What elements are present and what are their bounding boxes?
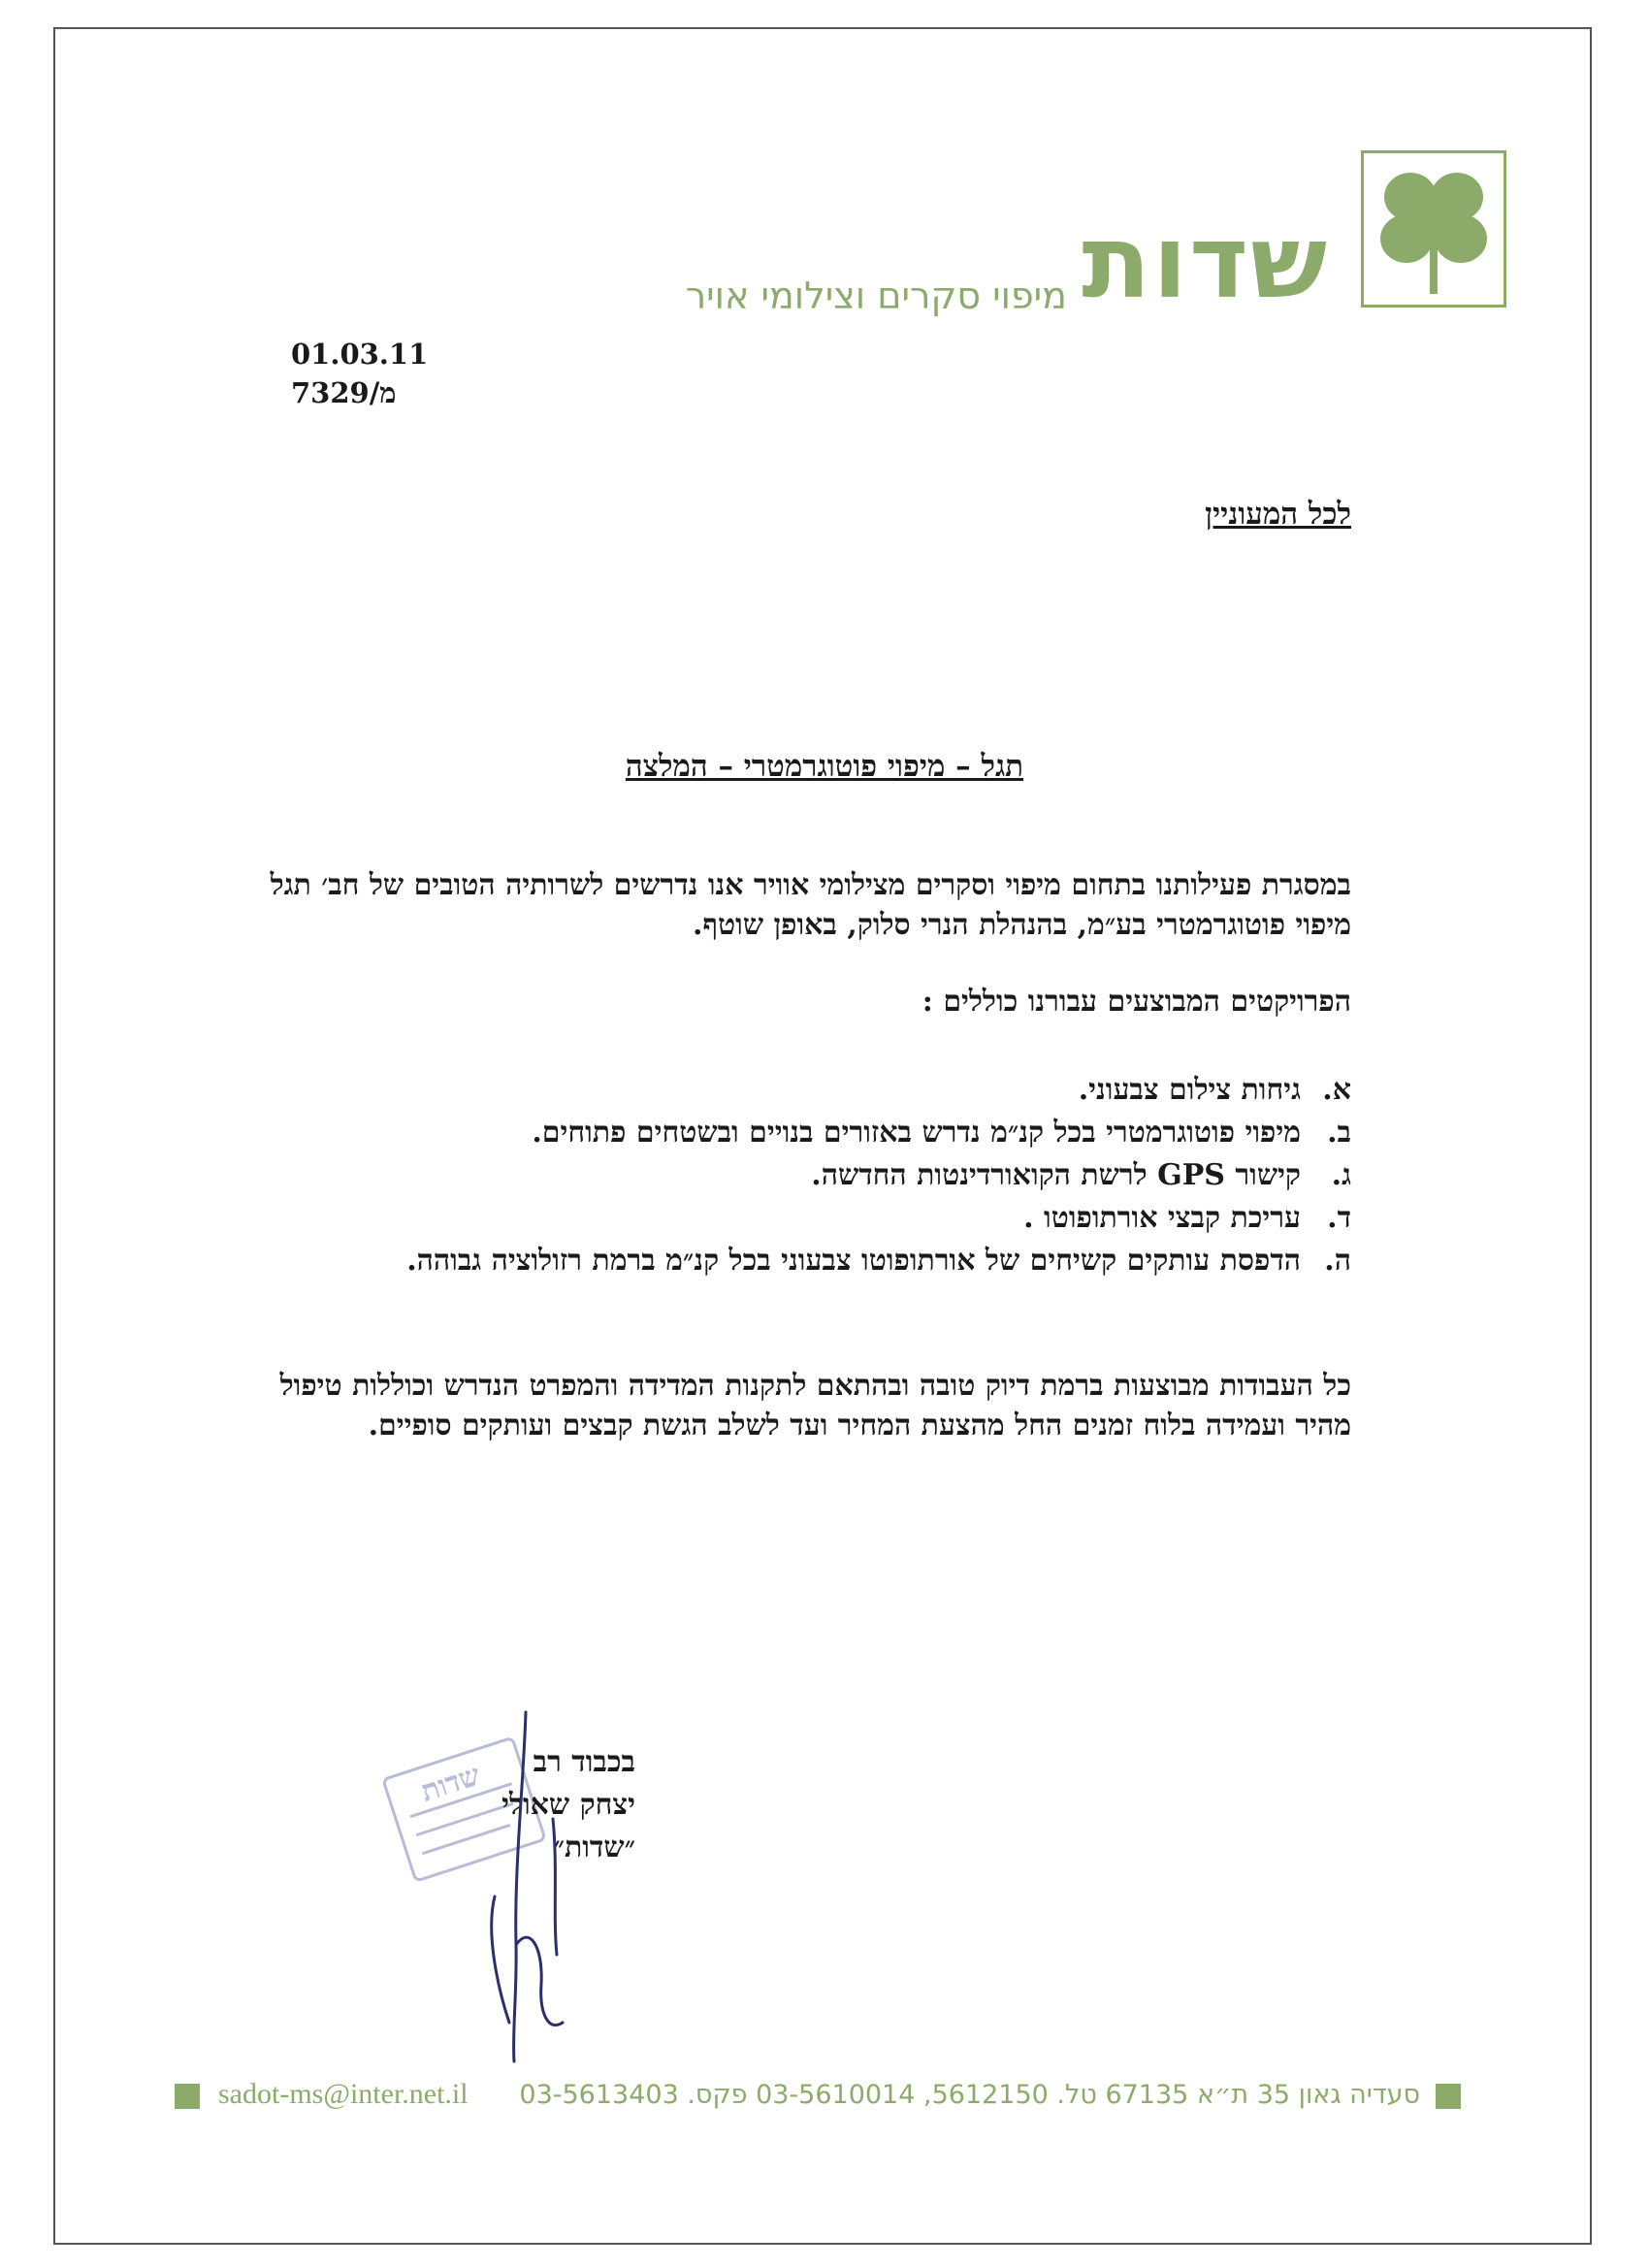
- footer-email: sadot-ms@inter.net.il: [218, 2078, 469, 2110]
- signer-company: ״שדות״: [553, 1831, 635, 1864]
- list-item-text: קישור GPS לרשת הקואורדינטות החדשה.: [811, 1158, 1301, 1192]
- footer-square-right: [1436, 2084, 1461, 2109]
- letter-subject: תגל – מיפוי פוטוגרמטרי – המלצה: [625, 749, 1024, 784]
- intro-paragraph: במסגרת פעילותנו בתחום מיפוי וסקרים מצילומי אוויר אנו נדרשים לשרותיה הטובים של חב׳ תגל מיפוי פוטוגרמטרי בע״מ, בהנהלת הנרי סלוק, באופן שוטף.: [270, 868, 1351, 942]
- list-marker: א.: [1322, 1073, 1351, 1107]
- list-item-text: גיחות צילום צבעוני.: [1078, 1073, 1301, 1107]
- letter-reference: מ/7329: [291, 376, 397, 409]
- list-marker: ד.: [1327, 1201, 1351, 1235]
- list-marker: ה.: [1324, 1244, 1351, 1278]
- projects-list: [255, 1069, 1351, 1282]
- list-item: [255, 1240, 1351, 1282]
- letter-date: 01.03.11: [291, 338, 429, 371]
- letter-footer: [0, 2076, 1649, 2115]
- signer-name: יצחק שאולי: [501, 1788, 635, 1822]
- list-item: [255, 1197, 1351, 1240]
- closing-salutation: בכבוד רב: [533, 1745, 635, 1779]
- brand-tagline: מיפוי סקרים וצילומי אויר: [685, 275, 1067, 317]
- stamp-text: שדות: [416, 1758, 485, 1809]
- letter-meta: [291, 335, 428, 412]
- brand-name: שדות: [1082, 203, 1329, 321]
- list-item-text: עריכת קבצי אורתופוטו .: [1023, 1201, 1301, 1235]
- projects-intro: הפרויקטים המבוצעים עבורנו כוללים :: [922, 985, 1351, 1019]
- list-marker: ג.: [1331, 1158, 1351, 1192]
- footer-address: סעדיה גאון 35 ת״א 67135 טל. 5612150, 03-5610014 פקס. 03-5613403: [519, 2080, 1420, 2110]
- list-item: [255, 1112, 1351, 1154]
- addressee: לכל המעוניין: [1205, 497, 1351, 532]
- list-item: [255, 1069, 1351, 1112]
- list-marker: ב.: [1327, 1116, 1351, 1150]
- list-item-text: מיפוי פוטוגרמטרי בכל קנ״מ נדרש באזורים בנויים ובשטחים פתוחים.: [532, 1116, 1301, 1150]
- handwritten-signature: [456, 1702, 611, 2071]
- clover-tree-icon: [1364, 153, 1504, 305]
- list-item: [255, 1154, 1351, 1197]
- summary-paragraph: כל העבודות מבוצעות ברמת דיוק טובה ובהתאם לתקנות המדידה והמפרט הנדרש וכוללות טיפול מהיר ועמידה בלוח זמנים החל מהצעת המחיר ועד לשלב הגשת קבצים ועותקים סופיים.: [279, 1369, 1351, 1442]
- footer-square-left: [175, 2084, 200, 2109]
- list-item-text: הדפסת עותקים קשיחים של אורתופוטו צבעוני בכל קנ״מ ברמת רזולוציה גבוהה.: [406, 1244, 1301, 1278]
- logo: [1361, 150, 1506, 308]
